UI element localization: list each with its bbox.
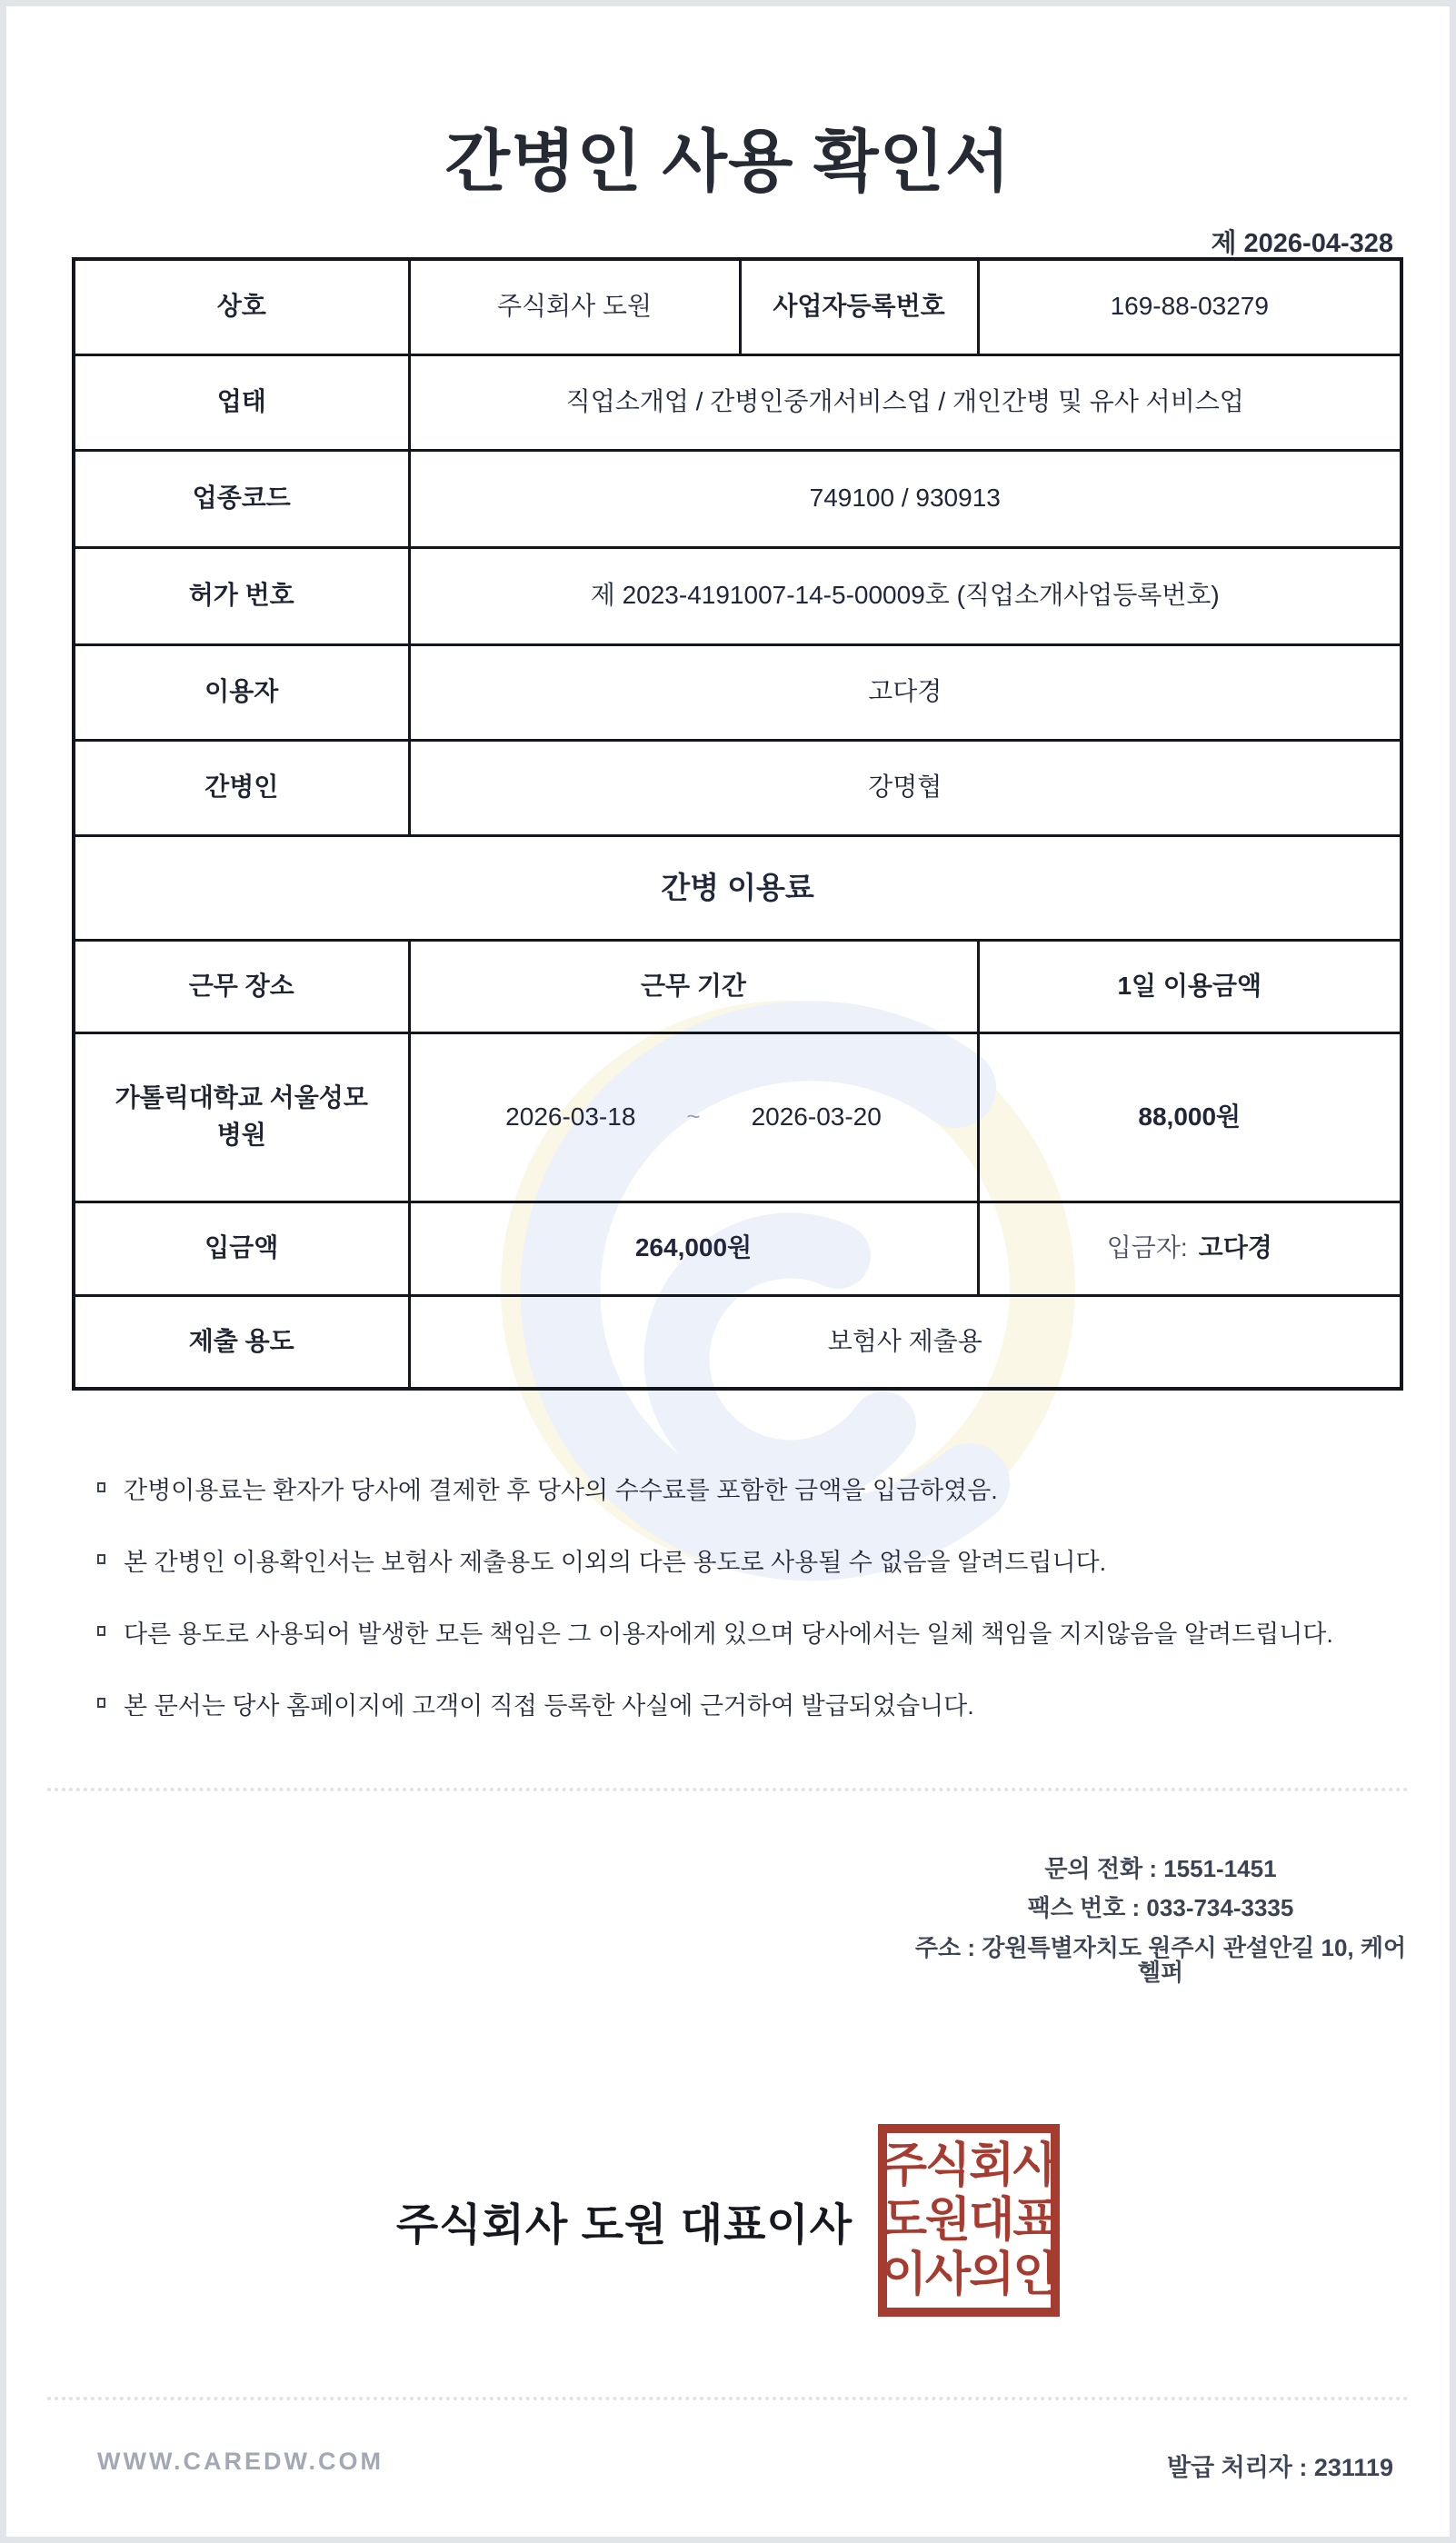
table-row	[74, 740, 1401, 835]
value-user: 고다경	[409, 644, 1401, 740]
table-row	[74, 1295, 1401, 1389]
header-work-period: 근무 기간	[409, 940, 978, 1032]
value-depositor	[978, 1202, 1401, 1295]
value-permit-number: 제 2023-4191007-14-5-00009호 (직업소개사업등록번호)	[409, 547, 1401, 644]
depositor-label: 입금자:	[1106, 1233, 1188, 1262]
table-row	[74, 450, 1401, 547]
footer-website: WWW.CAREDW.COM	[97, 2448, 384, 2475]
square-bullet-icon	[97, 1698, 105, 1708]
company-ceo-name: 주식회사 도원 대표이사	[395, 2200, 853, 2249]
square-bullet-icon	[97, 1554, 105, 1564]
value-work-place: 가톨릭대학교 서울성모병원	[74, 1032, 409, 1202]
table-row	[74, 644, 1401, 740]
square-bullet-icon	[97, 1482, 105, 1492]
label-industry-code: 업종코드	[74, 450, 409, 547]
dotted-divider	[47, 1788, 1409, 1791]
note-text: 본 문서는 당사 홈페이지에 고객이 직접 등록한 사실에 근거하여 발급되었습니다.	[124, 1692, 974, 1720]
value-company: 주식회사 도원	[409, 259, 740, 354]
document-sheet	[6, 6, 1450, 2537]
value-daily-amount: 88,000원	[978, 1032, 1401, 1202]
value-business-number: 169-88-03279	[978, 259, 1401, 354]
label-business-type: 업태	[74, 354, 409, 450]
value-industry-code: 749100 / 930913	[409, 450, 1401, 547]
contact-address: 주소 : 강원특별자치도 원주시 관설안길 10, 케어헬퍼	[914, 1933, 1407, 1986]
note-item	[97, 1547, 1333, 1579]
table-row	[74, 1032, 1401, 1202]
table-row	[74, 1202, 1401, 1295]
corporate-seal-stamp	[878, 2124, 1060, 2317]
label-submission-purpose: 제출 용도	[74, 1295, 409, 1389]
value-work-period	[409, 1032, 978, 1202]
label-company: 상호	[74, 259, 409, 354]
value-business-type: 직업소개업 / 간병인중개서비스업 / 개인간병 및 유사 서비스업	[409, 354, 1401, 450]
period-end-date: 2026-03-20	[751, 1102, 882, 1131]
label-caregiver: 간병인	[74, 740, 409, 835]
notes-section	[97, 1475, 1333, 1762]
label-permit-number: 허가 번호	[74, 547, 409, 644]
table-row	[74, 354, 1401, 450]
label-user: 이용자	[74, 644, 409, 740]
period-start-date: 2026-03-18	[505, 1102, 636, 1131]
tilde-separator: ~	[686, 1102, 701, 1131]
value-submission-purpose: 보험사 제출용	[409, 1295, 1401, 1389]
footer-issuer: 발급 처리자 : 231119	[1166, 2454, 1393, 2481]
table-row	[74, 259, 1401, 354]
header-work-place: 근무 장소	[74, 940, 409, 1032]
table-header-row	[74, 940, 1401, 1032]
label-business-number: 사업자등록번호	[740, 259, 978, 354]
document-number: 제 2026-04-328	[1211, 229, 1393, 258]
note-text: 본 간병인 이용확인서는 보험사 제출용도 이외의 다른 용도로 사용될 수 없음을 알려드립니다.	[124, 1549, 1107, 1577]
value-deposit-amount: 264,000원	[409, 1202, 978, 1295]
table-row	[74, 547, 1401, 644]
contact-fax: 팩스 번호 : 033-734-3335	[1027, 1894, 1294, 1922]
value-caregiver: 강명협	[409, 740, 1401, 835]
signature-block	[6, 2124, 1450, 2317]
contact-phone: 문의 전화 : 1551-1451	[1044, 1855, 1277, 1882]
stamp-line: 도원대표	[881, 2194, 1057, 2247]
stamp-line: 이사의인	[881, 2249, 1057, 2301]
square-bullet-icon	[97, 1626, 105, 1636]
note-item	[97, 1690, 1333, 1722]
contact-info	[906, 1857, 1415, 1999]
section-title-care-fee: 간병 이용료	[74, 835, 1401, 940]
header-daily-amount: 1일 이용금액	[978, 940, 1401, 1032]
depositor-name: 고다경	[1198, 1233, 1272, 1262]
note-item	[97, 1619, 1333, 1650]
label-deposit-amount: 입금액	[74, 1202, 409, 1295]
table-section-row	[74, 835, 1401, 940]
note-text: 간병이용료는 환자가 당사에 결제한 후 당사의 수수료를 포함한 금액을 입금하였음.	[124, 1477, 998, 1504]
note-item	[97, 1475, 1333, 1507]
dotted-divider	[47, 2397, 1409, 2400]
note-text: 다른 용도로 사용되어 발생한 모든 책임은 그 이용자에게 있으며 당사에서는 일체 책임을 지지않음을 알려드립니다.	[124, 1621, 1333, 1649]
confirmation-table	[72, 257, 1403, 1391]
page-title: 간병인 사용 확인서	[444, 124, 1012, 199]
stamp-line: 주식회사	[881, 2139, 1057, 2192]
